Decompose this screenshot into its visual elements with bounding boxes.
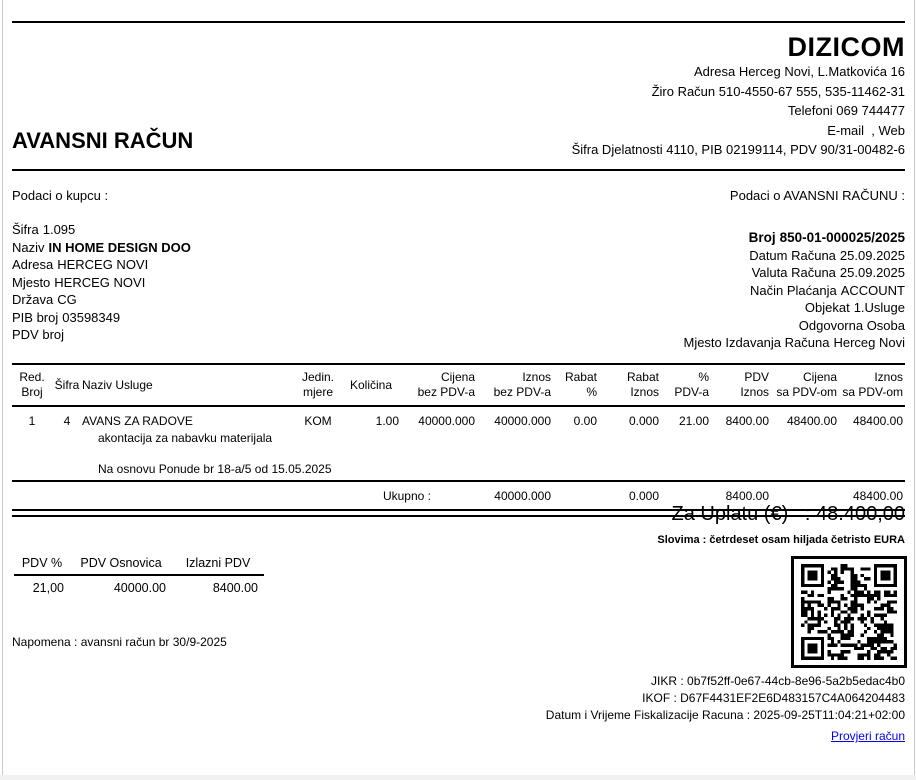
item-iznos-sa-pdv: 48400.00: [852, 414, 903, 428]
item-row: [12, 407, 905, 428]
item-rabat-iznos: 0.000: [628, 414, 659, 428]
company-email-web: E-mail , Web: [827, 122, 905, 138]
customer-sifra-line: Šifra 1.095: [12, 222, 76, 237]
vat-header-osnovica: PDV Osnovica: [80, 556, 162, 570]
col-cijena-sa-pdv: Cijena sa PDV-om: [776, 370, 837, 399]
item-kolicina: 1.00: [375, 414, 399, 428]
verify-invoice-link[interactable]: Provjeri račun: [830, 729, 905, 743]
vat-header-pct: PDV %: [21, 556, 63, 570]
company-header: [572, 32, 905, 160]
top-divider: [12, 21, 905, 23]
col-kolicina: Količina: [349, 377, 393, 392]
vat-value-row: [14, 576, 264, 595]
amount-in-words: Slovima : četrdeset osam hiljada četristo EURA: [657, 534, 905, 546]
col-sifra: Šifra: [54, 377, 80, 392]
col-cijena-bez-pdv: Cijena bez PDV-a: [417, 370, 475, 399]
totals-iznos-bez-pdv: 40000.000: [494, 489, 551, 503]
page-bottom-edge: [0, 775, 916, 780]
item-pdv-pct: 21.00: [678, 414, 709, 428]
vat-osnovica: 40000.00: [113, 581, 166, 595]
napomena-note: Napomena : avansni račun br 30/9-2025: [12, 635, 227, 649]
section-labels: [12, 188, 905, 203]
fiscalization-datetime-line: Datum i Vrijeme Fiskalizacije Racuna : 2025-09-25T11:04:21+02:00: [545, 708, 905, 722]
item-note: Na osnovu Ponude br 18-a/5 od 15.05.2025: [98, 462, 332, 476]
header-divider: [12, 169, 905, 171]
company-phone: Telefoni 069 744477: [787, 103, 905, 118]
vat-summary-table: [14, 556, 264, 595]
item-rabat-pct: 0.00: [573, 414, 597, 428]
totals-iznos-sa-pdv: 48400.00: [852, 489, 903, 503]
jikr-line: JIKR : 0b7f52ff-0e67-44cb-8e96-5a2b5edac4b0: [651, 674, 905, 688]
item-sifra: 4: [63, 414, 71, 428]
company-bank-account: Žiro Račun 510-4550-67 555, 535-11462-31: [651, 83, 905, 99]
vat-pct: 21,00: [32, 581, 64, 595]
invoice-section-label: Podaci o AVANSNI RAČUNU :: [729, 188, 905, 203]
item-cijena-bez-pdv: 40000.000: [418, 414, 475, 428]
page-right-edge: [914, 0, 915, 775]
col-iznos-sa-pdv: Iznos sa PDV-om: [842, 370, 903, 399]
amount-due: Za Uplatu (€) : 48.400,00: [671, 503, 905, 525]
items-header-row: [12, 365, 905, 405]
col-rabat-pct: Rabat %: [564, 370, 597, 399]
fiscalization-info: [546, 673, 905, 724]
item-pdv-iznos: 8400.00: [725, 414, 769, 428]
col-red-broj: Red. Broj: [19, 370, 45, 399]
item-description: akontacija za nabavku materijala: [98, 431, 273, 445]
item-red-broj: 1: [28, 414, 36, 428]
company-address: Adresa Herceg Novi, L.Matkovića 16: [694, 64, 905, 79]
totals-rabat-iznos: 0.000: [628, 489, 659, 503]
customer-drzava-line: Država CG: [12, 292, 77, 307]
vat-izlazni: 8400.00: [212, 581, 258, 595]
invoice-responsible-line: Odgovorna Osoba: [798, 317, 905, 333]
invoice-payment-method-line: Način Plaćanja ACCOUNT: [750, 282, 905, 298]
customer-mjesto-line: Mjesto HERCEG NOVI: [12, 274, 146, 290]
fiscal-qr-frame: [791, 556, 907, 668]
customer-naziv-line: Naziv IN HOME DESIGN DOO: [12, 239, 191, 255]
invoice-issue-place-line: Mjesto Izdavanja Računa Herceg Novi: [683, 335, 905, 350]
qr-code-icon: [801, 564, 897, 660]
totals-label: Ukupno :: [382, 489, 431, 503]
item-naziv: AVANS ZA RADOVE: [82, 414, 193, 428]
company-name: DIZICOM: [787, 32, 905, 62]
customer-info: [12, 221, 191, 344]
invoice-info: [683, 229, 905, 352]
ikof-line: IKOF : D67F4431EF2E6D483157C4A064204483: [642, 691, 905, 705]
col-jedin-mjere: Jedin. mjere: [301, 370, 335, 399]
customer-pib-line: PIB broj 03598349: [12, 309, 121, 325]
col-iznos-bez-pdv: Iznos bez PDV-a: [493, 370, 551, 399]
vat-header-izlazni: Izlazni PDV: [185, 556, 251, 570]
item-jedin-mjere: KOM: [304, 414, 332, 428]
totals-pdv-iznos: 8400.00: [725, 489, 769, 503]
col-pdv-pct: % PDV-a: [674, 370, 709, 399]
col-pdv-iznos: PDV Iznos: [740, 370, 769, 399]
invoice-date-line: Datum Računa 25.09.2025: [749, 247, 905, 263]
document-title: AVANSNI RAČUN: [12, 128, 194, 153]
customer-section-label: Podaci o kupcu :: [12, 188, 109, 203]
col-naziv-usluge: Naziv Usluge: [82, 377, 153, 392]
page-left-edge: [2, 0, 3, 775]
col-rabat-iznos: Rabat Iznos: [626, 370, 659, 399]
customer-adresa-line: Adresa HERCEG NOVI: [12, 257, 149, 272]
item-cijena-sa-pdv: 48400.00: [786, 414, 837, 428]
items-table: [12, 363, 905, 517]
item-iznos-bez-pdv: 40000.000: [494, 414, 551, 428]
invoice-due-date-line: Valuta Računa 25.09.2025: [751, 265, 905, 280]
vat-header-row: [14, 556, 264, 576]
customer-pdv-line: PDV broj: [12, 327, 65, 342]
company-registration: Šifra Djelatnosti 4110, PIB 02199114, PDV 90/31-00482-6: [571, 142, 905, 157]
invoice-objekat-line: Objekat 1.Usluge: [804, 300, 905, 315]
invoice-number-line: Broj 850-01-000025/2025: [748, 230, 905, 245]
